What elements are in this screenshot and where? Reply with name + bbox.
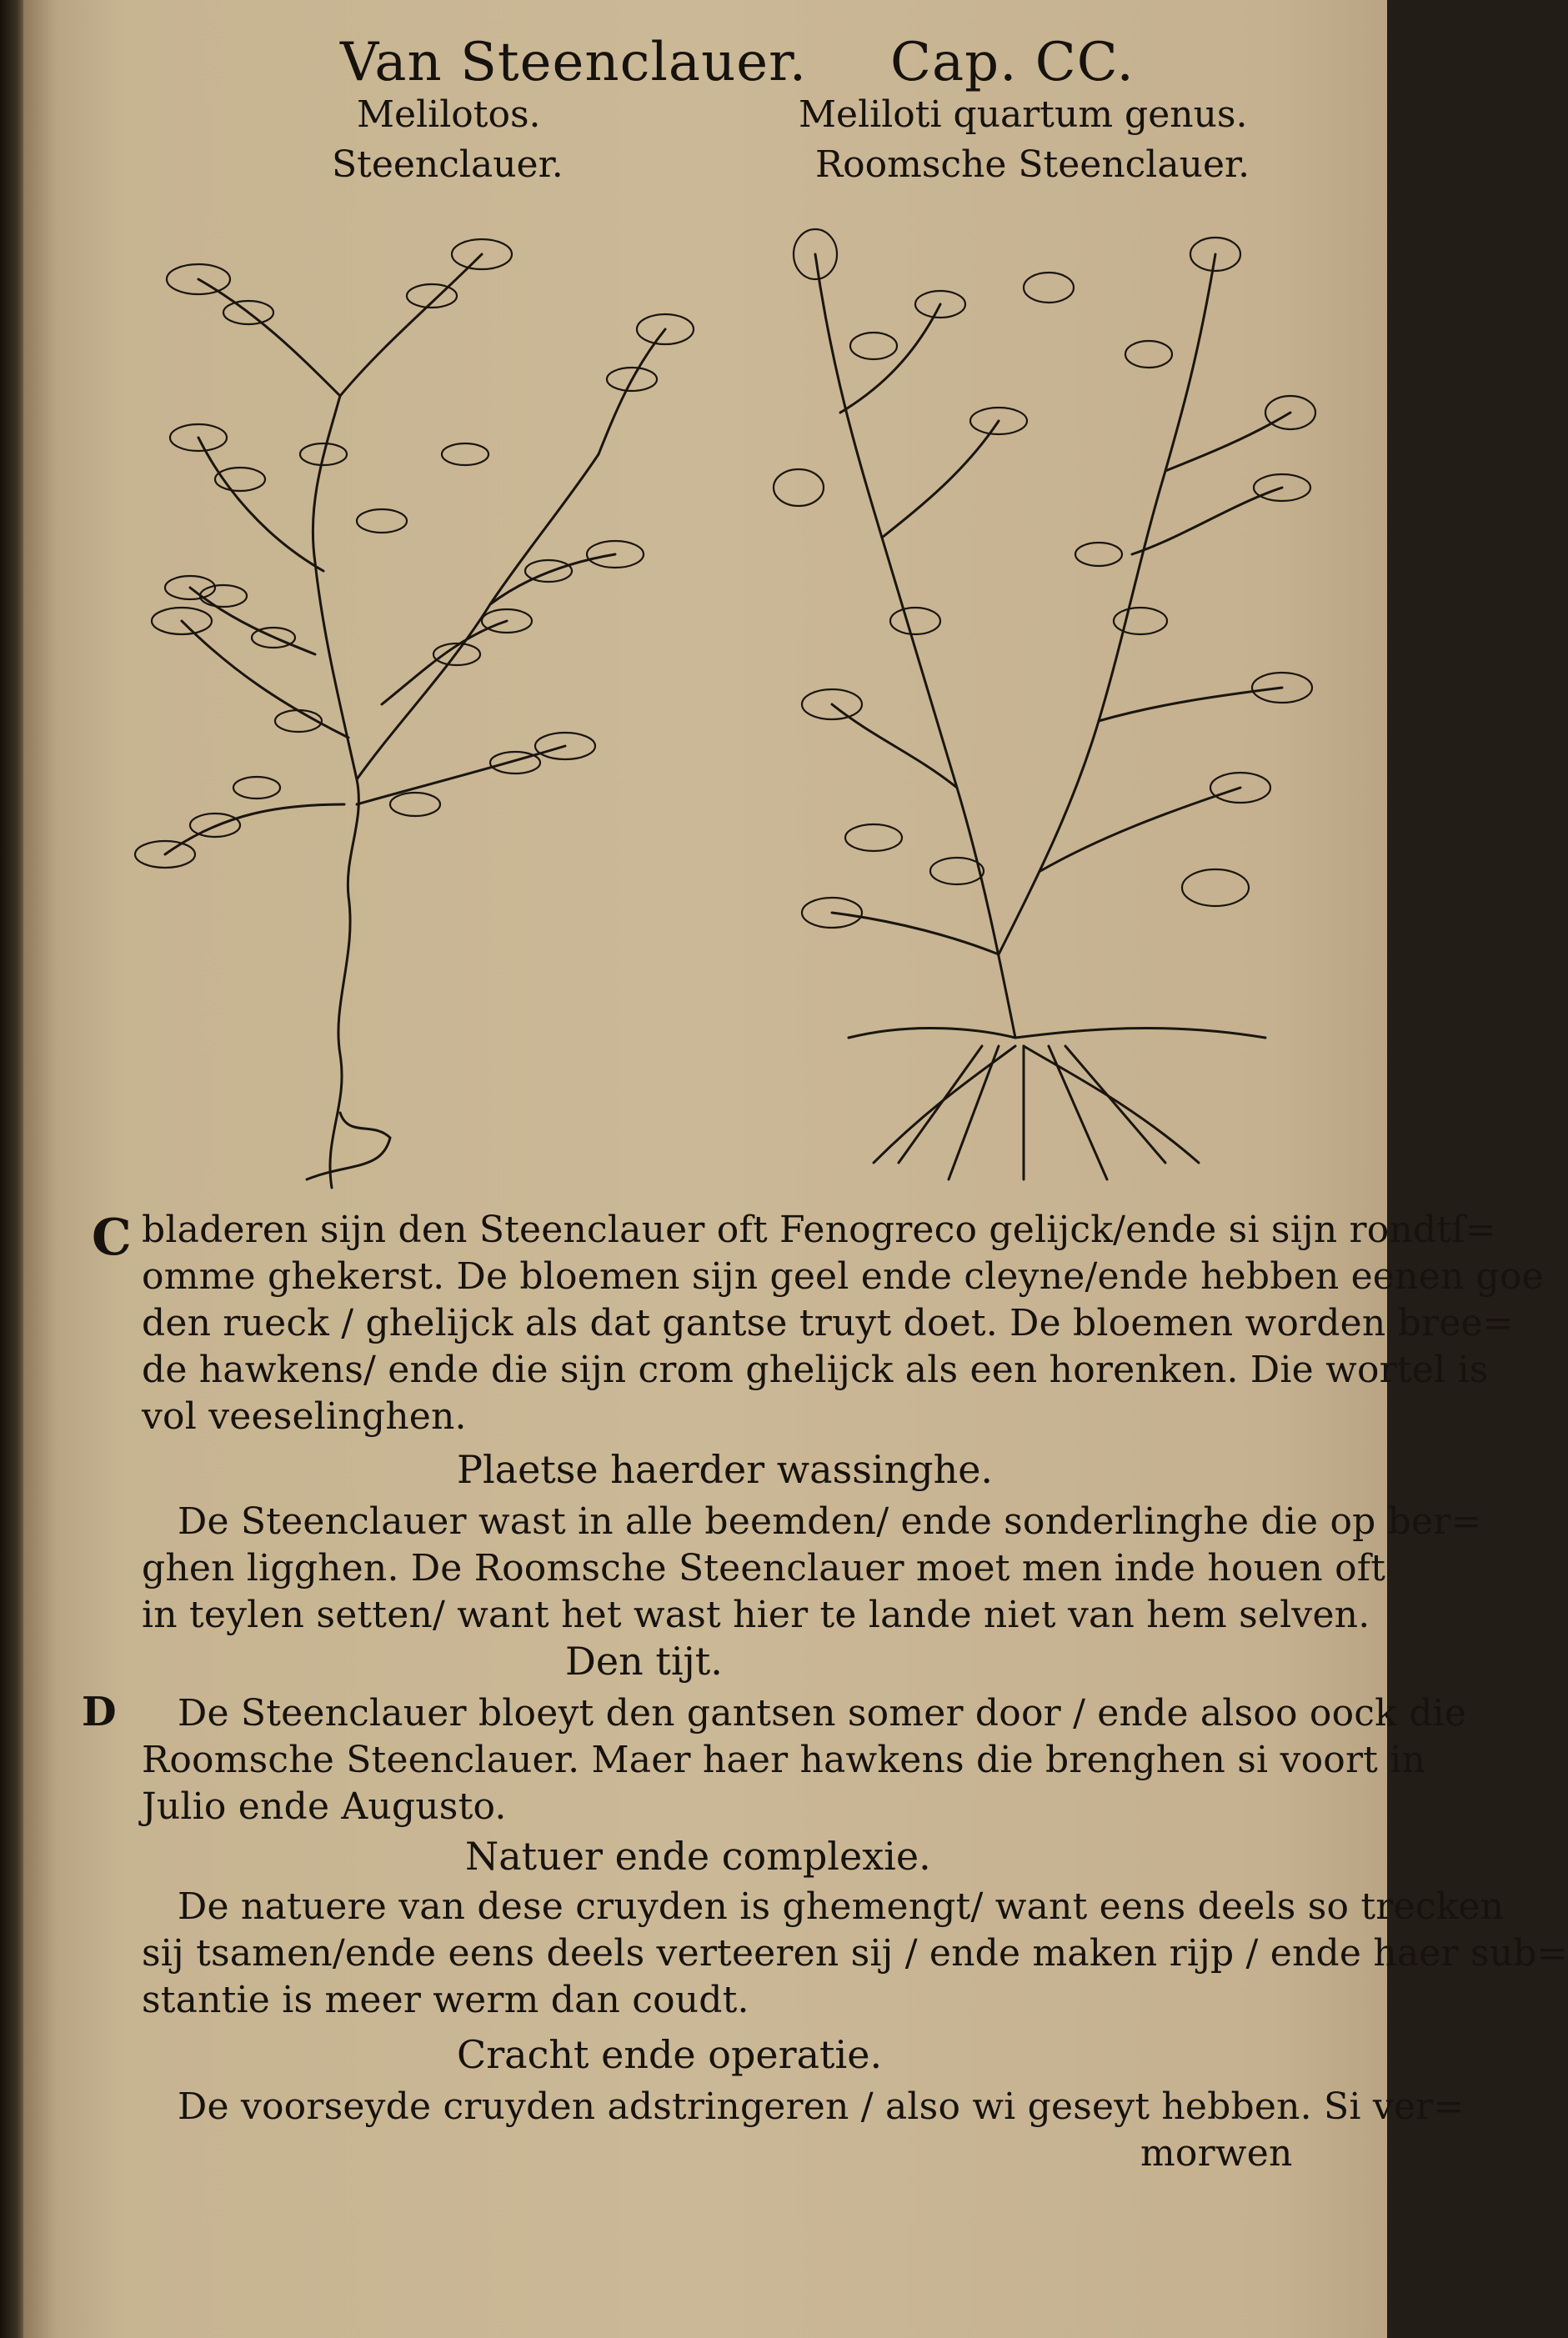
text-line: den rueck / ghelijck als dat gantse truyt doet. De bloemen worden bree= [142,1302,1514,1344]
text-line: de hawkens/ ende die sijn crom ghelijck als een horenken. Die wortel is [142,1349,1489,1391]
book-page [23,0,1568,2338]
text-line: omme ghekerst. De bloemen sijn geel ende cleyne/ende hebben eenen goe [142,1255,1544,1298]
chapter-number: Cap. CC. [890,32,1135,93]
melilotos-woodcut-illustration [132,204,715,1204]
left-plate-dutch-name: Steenclauer. [332,143,564,186]
text-line: De Steenclauer bloeyt den gantsen somer door / ende alsoo oock die [178,1692,1467,1735]
book-spine-shadow [0,0,23,2338]
text-line: ghen ligghen. De Roomsche Steenclauer moet men inde houen oft [142,1547,1386,1590]
left-plate-latin-name: Melilotos. [357,93,541,136]
catchword: morwen [1140,2132,1293,2175]
text-line: vol veeselinghen. [142,1395,467,1438]
running-title: Van Steenclauer. [340,32,808,93]
text-line: De Steenclauer wast in alle beemden/ ende sonderlinghe die op ber= [178,1500,1482,1543]
right-plate-latin-name: Meliloti quartum genus. [799,93,1248,136]
section-heading-place: Plaetse haerder wassinghe. [457,1447,994,1492]
text-line: in teylen setten/ want het wast hier te lande niet van hem selven. [142,1594,1370,1636]
text-line: stantie is meer werm dan coudt. [142,1979,749,2021]
text-line: sij tsamen/ende eens deels verteeren sij / ende maken rijp / ende haer sub= [142,1932,1568,1975]
paragraph-marker-c: C [92,1209,132,1267]
roomsche-steenclauer-woodcut-illustration [749,204,1324,1204]
right-plate-dutch-name: Roomsche Steenclauer. [815,143,1250,186]
text-line: De natuere van dese cruyden is ghemengt/ want eens deels so trecken [178,1885,1505,1928]
paragraph-marker-d: D [82,1689,117,1735]
text-line: bladeren sijn den Steenclauer oft Fenogreco gelijck/ende si sijn rondtſ= [142,1209,1496,1251]
text-line: Julio ende Augusto. [142,1785,507,1828]
text-line: De voorseyde cruyden adstringeren / also wi geseyt hebben. Si ver= [178,2085,1465,2128]
text-line: Roomsche Steenclauer. Maer haer hawkens die brenghen si voort in [142,1739,1426,1781]
section-heading-nature: Natuer ende complexie. [465,1834,931,1879]
section-heading-power: Cracht ende operatie. [457,2032,883,2077]
section-heading-time: Den tijt. [565,1639,723,1684]
